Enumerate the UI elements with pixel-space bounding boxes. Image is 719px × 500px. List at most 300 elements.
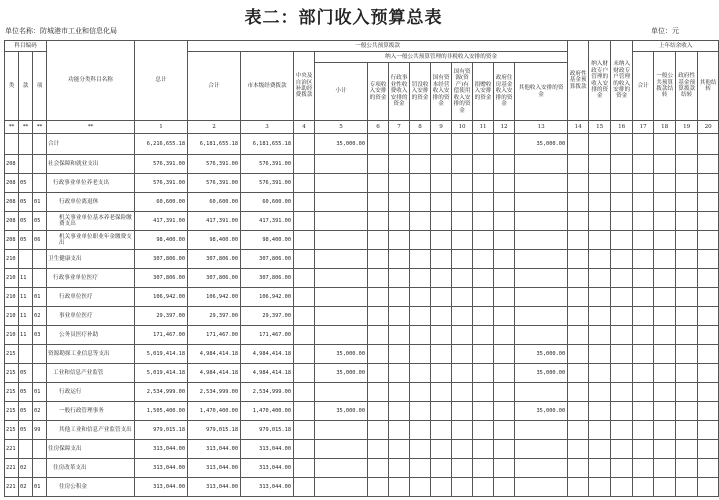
cell-py-total xyxy=(633,269,654,288)
cell-py-total xyxy=(633,212,654,231)
cell-nt-other xyxy=(515,326,568,345)
cell-nt-5 xyxy=(452,134,473,155)
cell-nt-6 xyxy=(473,193,494,212)
cell-nt-other xyxy=(515,307,568,326)
cell-city-fiscal: 417,391.00 xyxy=(241,212,294,231)
header-py-general: 一般公共预算拨款结转 xyxy=(654,52,676,121)
cell-lei: 210 xyxy=(5,288,19,307)
cell-gov-fund xyxy=(568,326,589,345)
column-number: 20 xyxy=(698,121,719,134)
cell-subtotal: 417,391.00 xyxy=(188,212,241,231)
header-nt-state-capital: 国有资本经营收入安排的资金 xyxy=(431,63,452,121)
header-general-budget: 一般公共预算拨款 xyxy=(188,41,568,52)
cell-nt-7 xyxy=(494,345,515,364)
cell-nt-6 xyxy=(473,383,494,402)
cell-nt-4 xyxy=(431,421,452,440)
cell-nt-5 xyxy=(452,231,473,250)
cell-not-fiscal xyxy=(611,383,633,402)
header-nt-other: 其他收入安排的资金 xyxy=(515,63,568,121)
cell-nt-other: 35,000.00 xyxy=(515,134,568,155)
cell-kuan: 05 xyxy=(19,231,33,250)
cell-lei: 215 xyxy=(5,383,19,402)
cell-gov-fund xyxy=(568,134,589,155)
cell-nt-6 xyxy=(473,174,494,193)
cell-xiang: 05 xyxy=(33,212,47,231)
cell-central-transfer xyxy=(294,345,315,364)
cell-nt-7 xyxy=(494,250,515,269)
cell-nt-7 xyxy=(494,269,515,288)
cell-subtotal: 313,044.00 xyxy=(188,478,241,497)
cell-central-transfer xyxy=(294,155,315,174)
cell-nt-2 xyxy=(389,307,410,326)
cell-nontax-subtotal xyxy=(315,478,368,497)
cell-py-total xyxy=(633,288,654,307)
cell-nt-5 xyxy=(452,250,473,269)
table-row xyxy=(5,421,719,440)
cell-xiang xyxy=(33,459,47,478)
column-number: 6 xyxy=(368,121,389,134)
cell-py-gov-fund xyxy=(676,478,698,497)
cell-py-other xyxy=(698,345,719,364)
cell-subtotal: 4,984,414.18 xyxy=(188,364,241,383)
cell-nt-4 xyxy=(431,345,452,364)
table-row xyxy=(5,155,719,174)
cell-nt-6 xyxy=(473,134,494,155)
cell-total: 979,015.18 xyxy=(135,421,188,440)
cell-fiscal-special xyxy=(589,231,611,250)
cell-nt-7 xyxy=(494,231,515,250)
cell-py-total xyxy=(633,383,654,402)
cell-kuan: 11 xyxy=(19,326,33,345)
cell-py-general xyxy=(654,326,676,345)
cell-nt-2 xyxy=(389,421,410,440)
header-nt-donation: 捐赠收入安排的资金 xyxy=(473,63,494,121)
cell-py-general xyxy=(654,134,676,155)
cell-not-fiscal xyxy=(611,134,633,155)
cell-py-other xyxy=(698,478,719,497)
cell-nontax-subtotal xyxy=(315,193,368,212)
cell-city-fiscal: 2,534,999.00 xyxy=(241,383,294,402)
cell-city-fiscal: 313,044.00 xyxy=(241,459,294,478)
cell-lei: 210 xyxy=(5,326,19,345)
cell-nt-4 xyxy=(431,459,452,478)
cell-nt-2 xyxy=(389,155,410,174)
table-row xyxy=(5,193,719,212)
cell-xiang: 01 xyxy=(33,383,47,402)
cell-not-fiscal xyxy=(611,288,633,307)
cell-nt-6 xyxy=(473,345,494,364)
cell-subtotal: 576,391.00 xyxy=(188,174,241,193)
cell-nt-3 xyxy=(410,193,431,212)
cell-nt-1 xyxy=(368,440,389,459)
cell-py-gov-fund xyxy=(676,193,698,212)
cell-total: 171,467.00 xyxy=(135,326,188,345)
cell-nt-1 xyxy=(368,269,389,288)
cell-nt-other xyxy=(515,421,568,440)
cell-fiscal-special xyxy=(589,307,611,326)
cell-py-other xyxy=(698,269,719,288)
cell-py-general xyxy=(654,269,676,288)
column-number: 12 xyxy=(494,121,515,134)
cell-func-name: 卫生健康支出 xyxy=(47,250,135,269)
cell-nt-1 xyxy=(368,421,389,440)
cell-nt-2 xyxy=(389,231,410,250)
cell-py-gov-fund xyxy=(676,250,698,269)
cell-nontax-subtotal: 35,000.00 xyxy=(315,345,368,364)
cell-not-fiscal xyxy=(611,269,633,288)
cell-nt-4 xyxy=(431,212,452,231)
cell-nt-6 xyxy=(473,288,494,307)
cell-py-gov-fund xyxy=(676,174,698,193)
cell-total: 5,019,414.18 xyxy=(135,345,188,364)
header-py-gov-fund: 政府性基金预算拨款结转 xyxy=(676,52,698,121)
cell-nt-7 xyxy=(494,307,515,326)
cell-py-total xyxy=(633,459,654,478)
column-number: 14 xyxy=(568,121,589,134)
cell-nt-4 xyxy=(431,307,452,326)
cell-city-fiscal: 4,984,414.18 xyxy=(241,364,294,383)
column-number: 18 xyxy=(654,121,676,134)
cell-nt-5 xyxy=(452,421,473,440)
header-nontax-subtotal: 小计 xyxy=(315,63,368,121)
cell-nt-other xyxy=(515,174,568,193)
page-title: 表二：部门收入预算总表 xyxy=(244,8,443,28)
table-row xyxy=(5,288,719,307)
cell-central-transfer xyxy=(294,193,315,212)
cell-func-name: 住房保障支出 xyxy=(47,440,135,459)
cell-nt-5 xyxy=(452,193,473,212)
cell-kuan: 05 xyxy=(19,383,33,402)
cell-gov-fund xyxy=(568,307,589,326)
cell-xiang: 01 xyxy=(33,193,47,212)
cell-total: 6,216,655.18 xyxy=(135,134,188,155)
cell-nt-6 xyxy=(473,440,494,459)
cell-func-name: 社会保障和就业支出 xyxy=(47,155,135,174)
cell-city-fiscal: 29,397.00 xyxy=(241,307,294,326)
cell-nt-2 xyxy=(389,288,410,307)
cell-total: 313,044.00 xyxy=(135,459,188,478)
header-nt-admin-fee: 行政事业性收费收入安排的资金 xyxy=(389,63,410,121)
cell-kuan xyxy=(19,134,33,155)
cell-py-gov-fund xyxy=(676,231,698,250)
cell-nt-7 xyxy=(494,402,515,421)
cell-py-total xyxy=(633,231,654,250)
cell-total: 106,942.00 xyxy=(135,288,188,307)
column-number: 8 xyxy=(410,121,431,134)
cell-nontax-subtotal xyxy=(315,269,368,288)
cell-subtotal: 98,400.00 xyxy=(188,231,241,250)
cell-central-transfer xyxy=(294,288,315,307)
cell-fiscal-special xyxy=(589,478,611,497)
cell-func-name: 公务员医疗补助 xyxy=(47,326,135,345)
cell-nt-4 xyxy=(431,193,452,212)
cell-kuan: 11 xyxy=(19,269,33,288)
cell-central-transfer xyxy=(294,364,315,383)
cell-fiscal-special xyxy=(589,155,611,174)
cell-nt-7 xyxy=(494,459,515,478)
cell-xiang xyxy=(33,174,47,193)
cell-nontax-subtotal xyxy=(315,459,368,478)
cell-not-fiscal xyxy=(611,174,633,193)
cell-central-transfer xyxy=(294,478,315,497)
cell-total: 2,534,999.00 xyxy=(135,383,188,402)
cell-py-general xyxy=(654,155,676,174)
header-total: 总计 xyxy=(135,41,188,121)
cell-nt-1 xyxy=(368,364,389,383)
cell-nt-2 xyxy=(389,440,410,459)
cell-gov-fund xyxy=(568,478,589,497)
cell-gov-fund xyxy=(568,345,589,364)
cell-nt-other xyxy=(515,459,568,478)
cell-nt-7 xyxy=(494,155,515,174)
cell-nt-6 xyxy=(473,326,494,345)
cell-total: 307,806.00 xyxy=(135,269,188,288)
cell-kuan: 11 xyxy=(19,288,33,307)
cell-func-name: 一般行政管理事务 xyxy=(47,402,135,421)
table-row xyxy=(5,364,719,383)
cell-nontax-subtotal xyxy=(315,440,368,459)
header-py-total: 合计 xyxy=(633,52,654,121)
cell-nt-5 xyxy=(452,326,473,345)
cell-nt-7 xyxy=(494,383,515,402)
cell-subtotal: 307,806.00 xyxy=(188,250,241,269)
cell-nt-2 xyxy=(389,478,410,497)
cell-nt-other xyxy=(515,440,568,459)
cell-gov-fund xyxy=(568,155,589,174)
cell-lei: 208 xyxy=(5,193,19,212)
header-nt-fines: 罚没收入安排的资金 xyxy=(410,63,431,121)
cell-nt-6 xyxy=(473,155,494,174)
cell-total: 98,400.00 xyxy=(135,231,188,250)
cell-not-fiscal xyxy=(611,345,633,364)
cell-nt-other xyxy=(515,250,568,269)
cell-kuan xyxy=(19,345,33,364)
cell-py-other xyxy=(698,288,719,307)
cell-gov-fund xyxy=(568,421,589,440)
cell-nt-5 xyxy=(452,174,473,193)
cell-gov-fund xyxy=(568,440,589,459)
cell-not-fiscal xyxy=(611,440,633,459)
cell-py-general xyxy=(654,307,676,326)
cell-py-general xyxy=(654,383,676,402)
cell-xiang: 01 xyxy=(33,478,47,497)
cell-py-general xyxy=(654,440,676,459)
cell-lei: 215 xyxy=(5,421,19,440)
cell-nt-4 xyxy=(431,231,452,250)
cell-py-gov-fund xyxy=(676,402,698,421)
cell-nt-other xyxy=(515,193,568,212)
cell-py-other xyxy=(698,307,719,326)
cell-py-general xyxy=(654,402,676,421)
budget-table xyxy=(4,40,719,497)
cell-func-name: 行政事业单位医疗 xyxy=(47,269,135,288)
cell-func-name: 行政单位医疗 xyxy=(47,288,135,307)
cell-kuan: 05 xyxy=(19,421,33,440)
table-row xyxy=(5,307,719,326)
cell-nontax-subtotal xyxy=(315,421,368,440)
cell-not-fiscal xyxy=(611,459,633,478)
table-row xyxy=(5,231,719,250)
cell-gov-fund xyxy=(568,269,589,288)
cell-nt-7 xyxy=(494,478,515,497)
column-number: 5 xyxy=(315,121,368,134)
cell-func-name: 行政运行 xyxy=(47,383,135,402)
cell-fiscal-special xyxy=(589,134,611,155)
cell-py-gov-fund xyxy=(676,421,698,440)
cell-py-general xyxy=(654,193,676,212)
cell-nt-7 xyxy=(494,134,515,155)
cell-fiscal-special xyxy=(589,345,611,364)
cell-fiscal-special xyxy=(589,250,611,269)
cell-func-name: 行政单位离退休 xyxy=(47,193,135,212)
cell-lei: 208 xyxy=(5,212,19,231)
cell-nt-2 xyxy=(389,345,410,364)
cell-fiscal-special xyxy=(589,174,611,193)
cell-nontax-subtotal xyxy=(315,212,368,231)
cell-subtotal: 2,534,999.00 xyxy=(188,383,241,402)
cell-nt-6 xyxy=(473,231,494,250)
column-number: 11 xyxy=(473,121,494,134)
cell-nt-3 xyxy=(410,402,431,421)
cell-nt-7 xyxy=(494,326,515,345)
cell-fiscal-special xyxy=(589,288,611,307)
cell-nt-2 xyxy=(389,174,410,193)
cell-nt-3 xyxy=(410,212,431,231)
cell-func-name: 资源勘探工业信息等支出 xyxy=(47,345,135,364)
cell-nt-other: 35,000.00 xyxy=(515,364,568,383)
cell-kuan: 05 xyxy=(19,212,33,231)
cell-nt-1 xyxy=(368,212,389,231)
cell-fiscal-special xyxy=(589,364,611,383)
cell-city-fiscal: 60,600.00 xyxy=(241,193,294,212)
cell-nt-1 xyxy=(368,307,389,326)
cell-central-transfer xyxy=(294,383,315,402)
header-not-fiscal: 未纳入财政专户管理的收入安排的资金 xyxy=(611,41,633,121)
cell-nt-3 xyxy=(410,383,431,402)
column-number: 3 xyxy=(241,121,294,134)
cell-nt-1 xyxy=(368,459,389,478)
cell-func-name: 其他工业和信息产业监管支出 xyxy=(47,421,135,440)
cell-nt-3 xyxy=(410,269,431,288)
cell-py-gov-fund xyxy=(676,383,698,402)
column-number-row xyxy=(5,121,719,134)
cell-lei: 215 xyxy=(5,345,19,364)
header-nt-housing-fund: 政府住房基金收入安排的资金 xyxy=(494,63,515,121)
cell-gov-fund xyxy=(568,174,589,193)
cell-central-transfer xyxy=(294,307,315,326)
cell-nt-5 xyxy=(452,459,473,478)
cell-not-fiscal xyxy=(611,155,633,174)
cell-nt-3 xyxy=(410,459,431,478)
cell-subtotal: 979,015.18 xyxy=(188,421,241,440)
cell-nt-3 xyxy=(410,288,431,307)
header-nontax-group: 纳入一般公共预算管理的非税收入安排的资金 xyxy=(315,52,568,63)
cell-nt-other: 35,000.00 xyxy=(515,345,568,364)
cell-lei: 210 xyxy=(5,250,19,269)
cell-gov-fund xyxy=(568,193,589,212)
cell-gov-fund xyxy=(568,459,589,478)
cell-city-fiscal: 6,181,655.18 xyxy=(241,134,294,155)
cell-py-other xyxy=(698,250,719,269)
cell-total: 576,391.00 xyxy=(135,174,188,193)
cell-city-fiscal: 98,400.00 xyxy=(241,231,294,250)
cell-nt-2 xyxy=(389,364,410,383)
cell-nontax-subtotal: 35,000.00 xyxy=(315,134,368,155)
cell-py-other xyxy=(698,364,719,383)
table-row xyxy=(5,174,719,193)
cell-gov-fund xyxy=(568,231,589,250)
cell-not-fiscal xyxy=(611,307,633,326)
header-nt-state-resources: 国有资源(资产)有偿使用收入安排的资金 xyxy=(452,63,473,121)
header-subtotal: 合计 xyxy=(188,52,241,121)
cell-nt-5 xyxy=(452,345,473,364)
cell-nt-3 xyxy=(410,345,431,364)
cell-nt-2 xyxy=(389,402,410,421)
cell-total: 417,391.00 xyxy=(135,212,188,231)
cell-nt-1 xyxy=(368,193,389,212)
cell-nt-2 xyxy=(389,134,410,155)
cell-nontax-subtotal xyxy=(315,174,368,193)
cell-xiang xyxy=(33,345,47,364)
cell-subtotal: 29,397.00 xyxy=(188,307,241,326)
cell-py-gov-fund xyxy=(676,364,698,383)
cell-nt-6 xyxy=(473,364,494,383)
cell-py-total xyxy=(633,250,654,269)
cell-func-name: 住房改革支出 xyxy=(47,459,135,478)
cell-central-transfer xyxy=(294,326,315,345)
header-central-transfer: 中央及自治区补助经费拨款 xyxy=(294,52,315,121)
cell-nt-4 xyxy=(431,364,452,383)
cell-nt-4 xyxy=(431,402,452,421)
cell-py-general xyxy=(654,345,676,364)
cell-py-general xyxy=(654,421,676,440)
cell-total: 1,505,400.00 xyxy=(135,402,188,421)
header-kuan: 款 xyxy=(19,52,33,121)
table-row xyxy=(5,459,719,478)
cell-gov-fund xyxy=(568,383,589,402)
header-xiang: 项 xyxy=(33,52,47,121)
cell-py-other xyxy=(698,155,719,174)
cell-central-transfer xyxy=(294,402,315,421)
cell-nontax-subtotal xyxy=(315,326,368,345)
cell-total: 576,391.00 xyxy=(135,155,188,174)
cell-kuan: 02 xyxy=(19,478,33,497)
cell-not-fiscal xyxy=(611,402,633,421)
cell-nt-7 xyxy=(494,364,515,383)
cell-fiscal-special xyxy=(589,193,611,212)
cell-lei: 221 xyxy=(5,478,19,497)
cell-func-name: 机关事业单位基本养老保险缴费支出 xyxy=(47,212,135,231)
cell-nt-2 xyxy=(389,269,410,288)
cell-py-general xyxy=(654,288,676,307)
cell-not-fiscal xyxy=(611,231,633,250)
cell-not-fiscal xyxy=(611,364,633,383)
cell-py-gov-fund xyxy=(676,269,698,288)
cell-nt-4 xyxy=(431,134,452,155)
cell-nt-3 xyxy=(410,307,431,326)
cell-nt-4 xyxy=(431,326,452,345)
cell-total: 313,044.00 xyxy=(135,478,188,497)
cell-subtotal: 4,984,414.18 xyxy=(188,345,241,364)
cell-city-fiscal: 171,467.00 xyxy=(241,326,294,345)
cell-func-name: 工业和信息产业监管 xyxy=(47,364,135,383)
cell-nt-7 xyxy=(494,193,515,212)
cell-nt-7 xyxy=(494,288,515,307)
cell-subtotal: 171,467.00 xyxy=(188,326,241,345)
table-row xyxy=(5,402,719,421)
cell-func-name: 行政事业单位养老支出 xyxy=(47,174,135,193)
cell-nt-5 xyxy=(452,440,473,459)
